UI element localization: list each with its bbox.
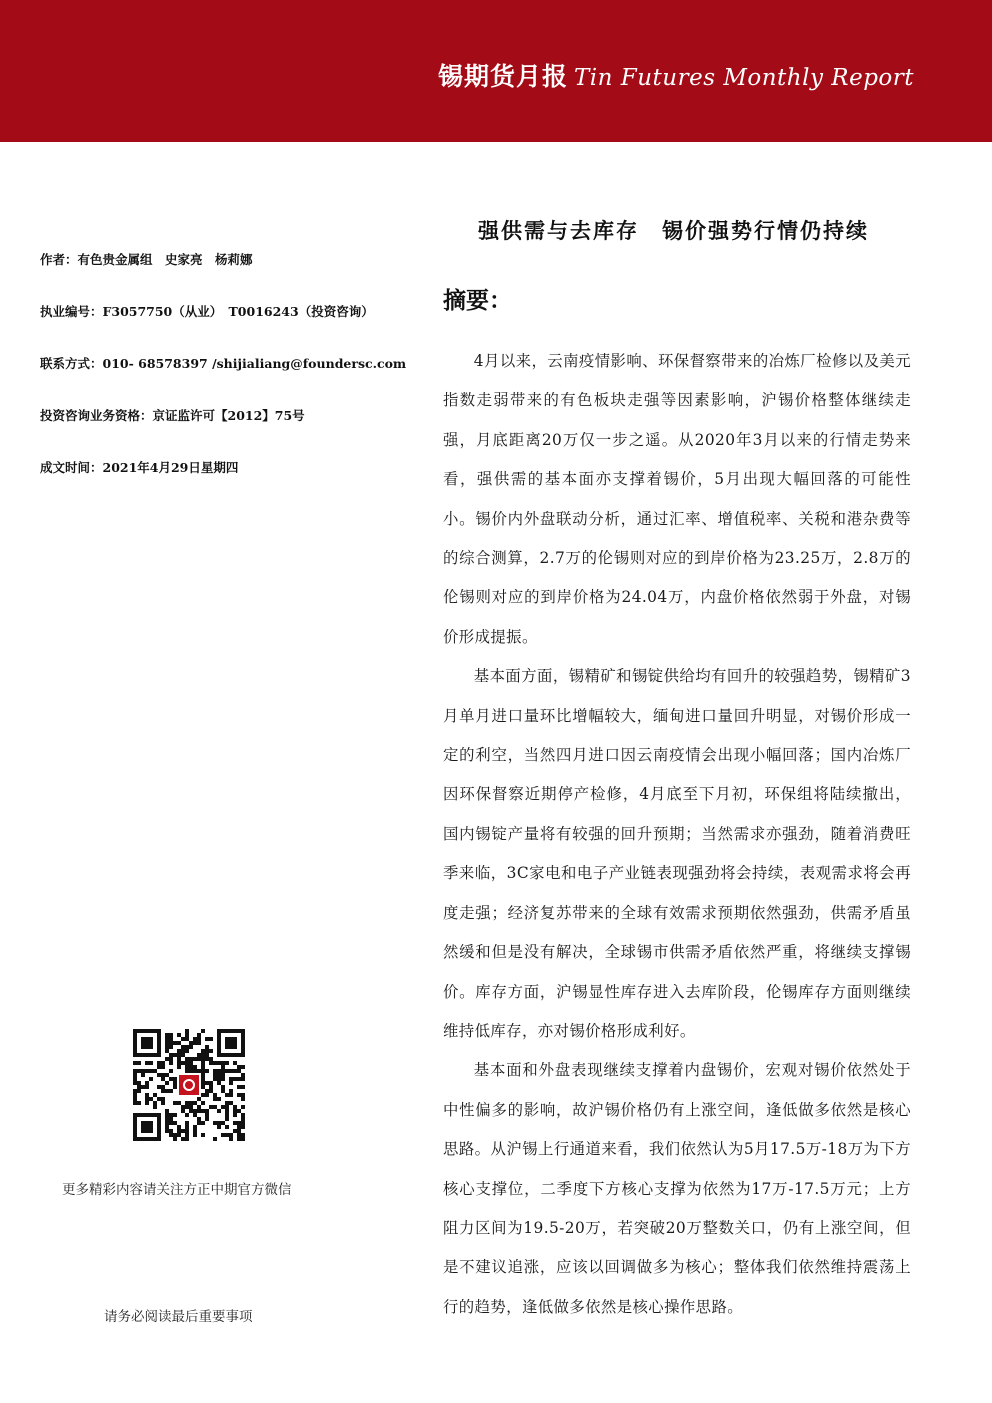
- report-title: 强供需与去库存 锡价强势行情仍持续: [478, 218, 869, 243]
- author-line: 作者：有色贵金属组 史家亮 杨莉娜: [40, 252, 253, 267]
- report-series-title: [438, 57, 914, 93]
- abstract-paragraph: 基本面方面，锡精矿和锡锭供给均有回升的较强趋势，锡精矿3月单月进口量环比增幅较大，缅甸进口量回升明显，对锡价形成一定的利空，当然四月进口因云南疫情会出现小幅回落；国内冶炼厂因环保督察近期停产检修，4月底至下月初，环保组将陆续撤出，国内锡锭产量将有较强的回升预期；当然需求亦强劲，随着消费旺季来临，3C家电和电子产业链表现强劲将会持续，表观需求将会再度走强；经济复苏带来的全球有效需求预期依然强劲，供需矛盾虽然缓和但是没有解决，全球锡市供需矛盾依然严重，将继续支撑锡价。库存方面，沪锡显性库存进入去库阶段，伦锡库存方面则继续维持低库存，亦对锡价格形成利好。: [443, 667, 911, 1040]
- report-series-title-cn: 锡期货月报: [437, 62, 568, 91]
- report-series-title-en: Tin Futures Monthly Report: [573, 65, 914, 91]
- contact-line: 联系方式：010- 68578397 /shijialiang@foundersc.com: [40, 356, 407, 371]
- abstract-paragraph: 基本面和外盘表现继续支撑着内盘锡价，宏观对锡价依然处于中性偏多的影响，故沪锡价格仍有上涨空间，逢低做多依然是核心思路。从沪锡上行通道来看，我们依然认为5月17.5万-18万为下方核心支撑位，二季度下方核心支撑为依然为17万-17.5万元；上方阻力区间为19.5-20万，若突破20万整数关口，仍有上涨空间，但是不建议追涨，应该以回调做多为核心；整体我们依然维持震荡上行的趋势，逢低做多依然是核心操作思路。: [443, 1061, 911, 1316]
- important-notice: 请务必阅读最后重要事项: [104, 1309, 253, 1325]
- qr-code-graphic: [133, 1029, 245, 1141]
- abstract-paragraph: 4月以来，云南疫情影响、环保督察带来的冶炼厂检修以及美元指数走弱带来的有色板块走强等因素影响，沪锡价格整体继续走强，月底距离20万仅一步之遥。从2020年3月以来的行情走势来看，强供需的基本面亦支撑着锡价，5月出现大幅回落的可能性小。锡价内外盘联动分析，通过汇率、增值税率、关税和港杂费等的综合测算，2.7万的伦锡则对应的到岸价格为23.25万，2.8万的伦锡则对应的到岸价格为24.04万，内盘价格依然弱于外盘，对锡价形成提振。: [443, 352, 911, 646]
- qr-code-icon: [133, 1029, 245, 1141]
- qr-caption: 更多精彩内容请关注方正中期官方微信: [62, 1182, 292, 1198]
- abstract-body: [443, 342, 911, 1327]
- author-info: [40, 250, 430, 510]
- qualification-line: 投资咨询业务资格：京证监许可【2012】75号: [40, 408, 305, 423]
- abstract-heading: 摘要：: [443, 288, 512, 314]
- license-number-line: 执业编号：F3057750（从业） T0016243（投资咨询）: [40, 304, 374, 319]
- date-line: 成文时间：2021年4月29日星期四: [40, 460, 239, 475]
- header-band: [0, 0, 992, 142]
